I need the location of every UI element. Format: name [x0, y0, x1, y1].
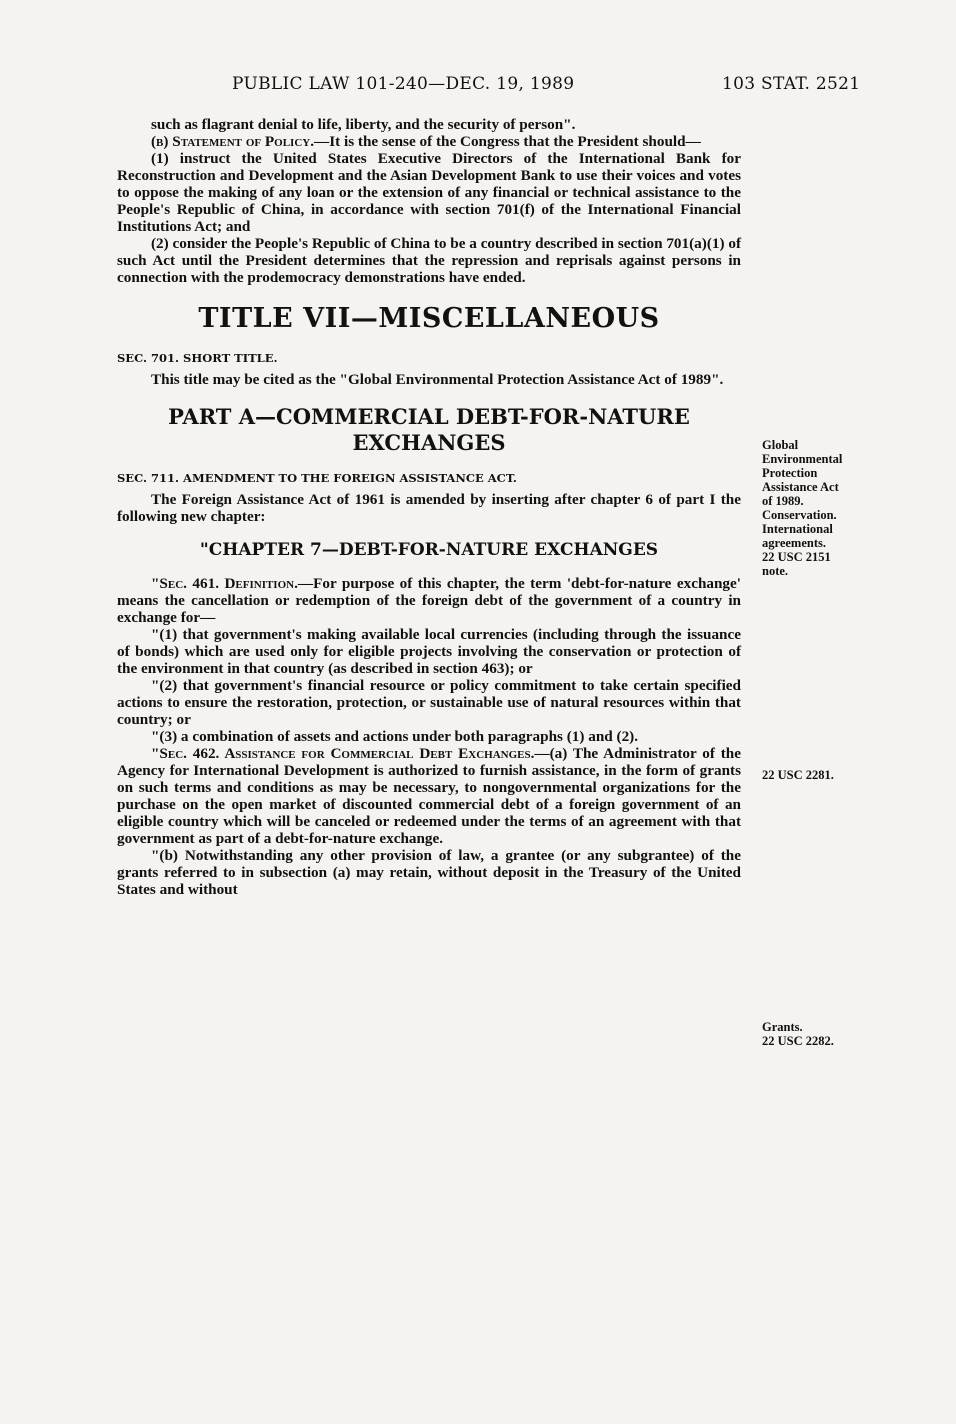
- margin-line: agreements.: [762, 536, 826, 550]
- section-461-item-3: "(3) a combination of assets and actions under both paragraphs (1) and (2).: [151, 728, 639, 745]
- section-462-text: —(a) The Administrator of the Agency for International Development is authorized to furnish assistance, in the form of grants on such terms and conditions as may be necessary, to nongovernmental organizations for the purchase on the open market of discounted commercial debt of a foreign government of an eligible country which will be canceled or redeemed under the terms of an agreement with that government as part of a debt-for-nature exchange.: [117, 745, 741, 847]
- section-462-b: "(b) Notwithstanding any other provision of law, a grantee (or any subgrantee) of the grants referred to in subsection (a) may retain, without deposit in the Treasury of the United States and without: [117, 847, 741, 898]
- margin-line: Environmental: [762, 452, 843, 466]
- margin-line: Grants.: [762, 1020, 803, 1034]
- margin-line: Conservation.: [762, 508, 837, 522]
- section-462-label: "Sec. 462. Assistance for Commercial Debt Exchanges.: [151, 745, 535, 762]
- section-711-heading: SEC. 711. AMENDMENT TO THE FOREIGN ASSISTANCE ACT.: [117, 471, 517, 485]
- margin-line: of 1989.: [762, 494, 804, 508]
- section-461: [117, 575, 741, 626]
- section-701-text: This title may be cited as the "Global Environmental Protection Assistance Act of 1989".: [151, 371, 724, 388]
- section-461-label: "Sec. 461. Definition.: [151, 575, 298, 592]
- margin-line: 22 USC 2151: [762, 550, 831, 564]
- margin-line: 22 USC 2281.: [762, 768, 834, 782]
- margin-line: Assistance Act: [762, 480, 839, 494]
- header-stat-page: 103 STAT. 2521: [722, 74, 861, 94]
- margin-line: International: [762, 522, 833, 536]
- margin-line: Protection: [762, 466, 818, 480]
- section-711-text: The Foreign Assistance Act of 1961 is amended by inserting after chapter 6 of part I the following new chapter:: [117, 491, 741, 525]
- part-a-line-1: PART A—COMMERCIAL DEBT-FOR-NATURE: [168, 404, 690, 429]
- subsection-text: —It is the sense of the Congress that the President should—: [314, 133, 701, 150]
- header-law-citation: PUBLIC LAW 101-240—DEC. 19, 1989: [232, 74, 575, 94]
- paragraph-statement-of-policy: [117, 133, 741, 150]
- paragraph-item-1: (1) instruct the United States Executive Directors of the International Bank for Reconstruction and Development and the Asian Development Bank to use their voices and votes to oppose the making of any loan or the extension of any financial or technical assistance to the People's Republic of China, in accordance with section 701(f) of the International Financial Institutions Act; and: [117, 150, 741, 235]
- section-461-item-1: "(1) that government's making available local currencies (including through the issuance of bonds) which are used only for eligible projects involving the conservation or protection of the environment in that country (as described in section 463); or: [117, 626, 741, 677]
- paragraph-item-2: (2) consider the People's Republic of China to be a country described in section 701(a)(1) of such Act until the President determines that the repression and reprisals against persons in connection with the prodemocracy demonstrations have ended.: [117, 235, 741, 286]
- subsection-label: (b) Statement of Policy.: [151, 133, 315, 150]
- paragraph-continuation: such as flagrant denial to life, liberty, and the security of person".: [151, 116, 576, 133]
- section-701-heading: SEC. 701. SHORT TITLE.: [117, 351, 278, 365]
- margin-note-sec-462: [762, 1020, 882, 1048]
- margin-note-title-vii: [762, 438, 882, 578]
- margin-line: 22 USC 2282.: [762, 1034, 834, 1048]
- margin-line: note.: [762, 564, 789, 578]
- title-heading: TITLE VII—MISCELLANEOUS: [198, 303, 660, 334]
- section-461-item-2: "(2) that government's financial resource or policy commitment to take certain specified actions to ensure the restoration, protection, or sustainable use of natural resources within that country; or: [117, 677, 741, 728]
- part-a-line-2: EXCHANGES: [352, 430, 506, 455]
- margin-line: Global: [762, 438, 799, 452]
- margin-note-sec-461: [762, 768, 882, 782]
- part-a-heading: [117, 404, 741, 456]
- body-text: [117, 116, 741, 898]
- chapter-heading: "CHAPTER 7—DEBT-FOR-NATURE EXCHANGES: [199, 540, 659, 560]
- section-462: [117, 745, 741, 847]
- section-461-text: —For purpose of this chapter, the term 'debt-for-nature exchange' means the cancellation or redemption of the foreign debt of the government of a country in exchange for—: [117, 575, 741, 626]
